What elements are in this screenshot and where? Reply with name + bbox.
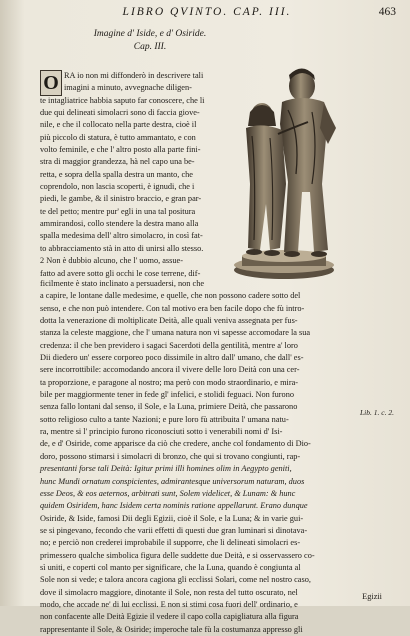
text-line: RA io non mi diffonderò in descrivere tali [64, 71, 204, 80]
text-line: stanza la celeste maggione, che l' umana natura non vi sapesse accomodare la sua [40, 328, 311, 338]
text-line: a capire, le lontane dalle medesime, e quelle, che non possono cadere sotto del [40, 291, 301, 301]
text-line: senza fallo lontani dal senso, il Sole, e la Luna, primiere Deità, che passarono [40, 402, 298, 412]
text-line: nile, e che il collocato nella parte destra, cioè il [40, 120, 197, 130]
text-line: Dii diedero un' essere corporeo poco dissimile in altro dall' umano, che dall' es- [40, 353, 304, 363]
text-line: fatto ad avere sotto gli occhi le cose terrene, dif- [40, 268, 201, 278]
latin-quote-line: hunc Mundi ornatum conspicientes, admirantesque universorum naturam, duos [40, 476, 305, 486]
running-head: LIBRO QVINTO. CAP. III. [122, 6, 292, 18]
catchword: Egizii [362, 592, 382, 601]
text-line: imagini a minuto, avvegnache diligen- [64, 83, 192, 93]
text-line: più piccolo di statura, è tutto ammantato, e con [40, 132, 196, 142]
text-line: credenza: il che ben previdero i sagaci Sacerdoti della gentilità, mentre a' loro [40, 340, 298, 350]
text-line: ra, mentre si l' principio furono riconosciuti sotto i venerabili nomi d' Isi- [40, 427, 283, 437]
text-line: ficilmente è stato inclinato a persuadersi, non che [40, 279, 205, 288]
chapter-label: Cap. III. [133, 42, 167, 52]
figure-caption: Imagine d' Iside, e d' Osiride. [93, 29, 207, 39]
text-line: doro, possono stimarsi i simolacri di bronzo, che qui si trovano congiunti, rap- [40, 451, 301, 461]
text-line: dove il simolacro maggiore, dinotante il Sole, non resta del tutto oscurato, nel [40, 587, 298, 597]
chapter-heading [0, 28, 300, 54]
body-text-wide [40, 278, 386, 636]
dropcap-initial: O [40, 70, 62, 96]
text-line: senso, e che non può intendere. Con tal motivo era ben facile dopo che fù intro- [40, 303, 305, 313]
latin-quote-line: quidem Osiridem, hanc Isidem certa nominis ratione appellarunt. Erano dunque [40, 501, 308, 511]
marginal-citation: Lib. 1. c. 2. [360, 408, 394, 417]
text-line: te intagliatrice habbia saputo far conoscere, che li [40, 95, 205, 105]
page-number: 463 [378, 6, 396, 18]
text-line: sere incorrottibile: accomodando ancora il vivere delle loro Deità con una cer- [40, 365, 300, 375]
text-line: modo, che accade ne' di lui ecclissi. E non si stimi cosa fuori dell' ordinario, e [40, 599, 298, 609]
text-line: sotto religioso culto a tante Nazioni; e pure loro fù attribuita l' umana natu- [40, 414, 289, 424]
text-line: retta, e sopra della spalla destra un manto, che [40, 169, 193, 179]
text-line: piedi, le gambe, & il sinistro braccio, e gran par- [40, 194, 202, 204]
text-line: te del petto; mentre pur' egli in una tal positura [40, 206, 196, 216]
text-line: de, e d' Osiride, come apparisce da ciò che credere, anche col fondamento di Dio- [40, 439, 311, 449]
latin-quote-line: presentanti forse tali Deità: Igitur primi illi homines olim in Aegypto geniti, [40, 464, 292, 474]
text-line: Osiride, & Iside, famosi Dii degli Egizii, cioè il Sole, e la Luna; & in varie gui- [40, 513, 304, 523]
text-line: coprendolo, non lascia scoperti, è ignudi, che i [40, 182, 195, 192]
text-line: se si pingevano, fecondo che varii effetti di questi due gran luminari si dinotava- [40, 525, 308, 535]
text-line: due qui delineati simolacri sono di faccia giove- [40, 108, 200, 118]
text-line: volto feminile, e che l' altro posto alla parte fini- [40, 145, 201, 155]
text-line: Sole non si vede; e talora ancora cagiona gli ecclissi Solari, come nel nostro caso, [40, 575, 311, 585]
text-line: non confacente alle Deità Egizie il vedere il capo colla capigliatura alla figura [40, 612, 299, 622]
text-line: stra di maggior grandezza, hà nel capo una be- [40, 157, 195, 167]
latin-quote-line: esse Deos, & eos aeternos, arbitrati sunt, Solem videlicet, & Lunam: & hunc [40, 488, 296, 498]
text-line: dotta la venerazione di moltiplicate Deità, alle quali veniva assegnata per fus- [40, 316, 298, 326]
text-line: primessero qualche simbolica figura delle suddette due Deità, e si osservassero co- [40, 550, 315, 560]
text-line: rappresentante il Sole, & Osiride; imperoche tale fù la costumanza appresso gli [40, 624, 303, 634]
body-text-narrow [40, 70, 226, 280]
bronze-statuettes-illustration [222, 64, 350, 286]
text-line: spalla medesima dell' altro simolacro, in così fat- [40, 231, 203, 241]
text-line: to abbracciamento stà in atto di unirsi allo stesso. [40, 243, 204, 253]
text-line: bile per maggiormente tener in fede gl' infelici, e stolidi feguaci. Non furono [40, 390, 295, 400]
text-line: no; e perciò non crederei improbabile il supporre, che li delineati simolacri es- [40, 538, 301, 548]
text-line: ta proporzione, e paragone al nostro; ma però con modo straordinario, e mira- [40, 377, 299, 387]
text-line: sì uniti, e coperti col manto per significare, che la Luna, quando è congiunta al [40, 562, 301, 572]
text-line: 2 Non è dubbio alcuno, che l' uomo, assue- [40, 256, 183, 266]
text-line: ammirandosi, collo stendere la destra mano alla [40, 219, 199, 229]
